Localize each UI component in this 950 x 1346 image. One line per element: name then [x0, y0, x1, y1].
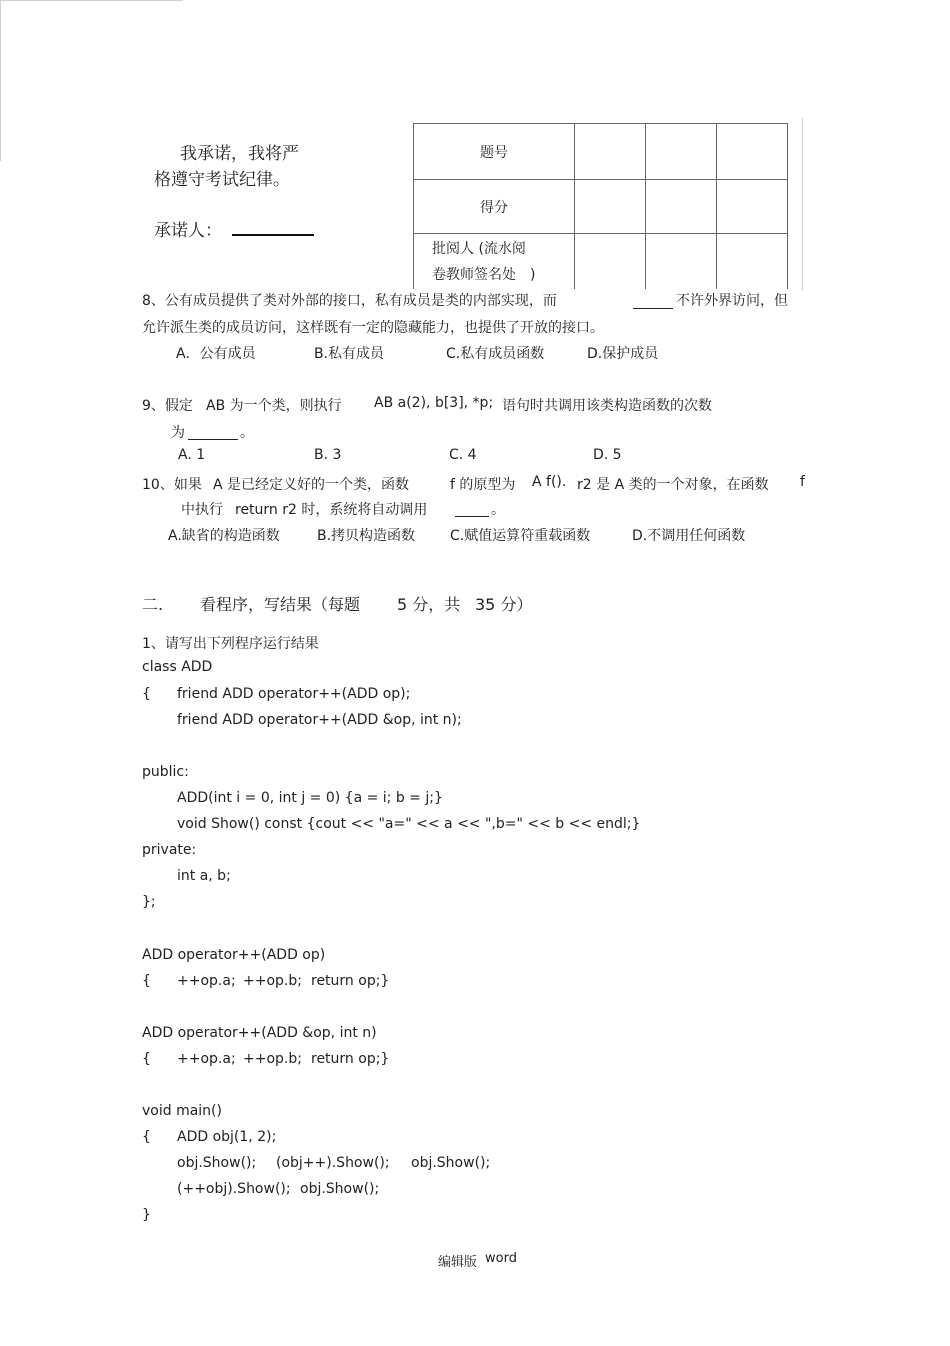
q10-line-1d: A f().	[532, 474, 567, 490]
score-table-label-grader	[414, 234, 575, 290]
code-line: class ADD	[142, 659, 213, 675]
score-table-row-score	[414, 180, 788, 234]
q8-option-a: A．公有成员	[176, 346, 256, 362]
q10-line-1c: f 的原型为	[450, 477, 516, 493]
q10-option-c: C.赋值运算符重载函数	[450, 528, 591, 544]
q10-option-d: D.不调用任何函数	[632, 528, 746, 544]
code-line: obj.Show();	[411, 1155, 491, 1171]
score-table-cell	[575, 124, 646, 180]
q9-option-b: B. 3	[314, 447, 342, 463]
code-line: {	[142, 1051, 151, 1067]
code-line: ++op.a;	[177, 1051, 236, 1067]
pledge-box	[0, 0, 183, 161]
q9-line-1c: AB a(2), b[3], *p;	[374, 395, 494, 411]
q10-line-1b: A 是已经定义好的一个类，函数	[213, 477, 410, 493]
code-line: {	[142, 973, 151, 989]
code-line: void Show() const {cout << "a=" << a << ",b=" << b << endl;}	[177, 816, 641, 832]
code-line: obj.Show();	[177, 1155, 257, 1171]
code-line: {	[142, 686, 151, 702]
pledge-line-1: 我承诺，我将严	[180, 144, 299, 164]
q10-option-b: B.拷贝构造函数	[317, 528, 416, 544]
code-line: return op;}	[311, 973, 390, 989]
q9-line-2b: 。	[240, 425, 254, 441]
code-line: };	[142, 894, 156, 910]
score-table-label-number: 题号	[414, 124, 575, 180]
code-line: return op;}	[311, 1051, 390, 1067]
q9-answer-blank	[188, 425, 238, 440]
score-table-cell	[646, 124, 717, 180]
q8-line-1a: 8、公有成员提供了类对外部的接口，私有成员是类的内部实现，而	[142, 293, 557, 309]
q9-line-2a: 为	[171, 425, 185, 441]
grader-label-line-2: 卷教师签名处 )	[432, 266, 536, 283]
code-line: (obj++).Show();	[276, 1155, 390, 1171]
q9-option-d: D. 5	[593, 447, 622, 463]
q8-option-c: C.私有成员函数	[446, 346, 545, 362]
code-line: ADD(int i = 0, int j = 0) {a = i; b = j;}	[177, 790, 443, 806]
q10-line-1a: 10、如果	[142, 477, 202, 493]
q8-line-1b: 不许外界访问，但	[676, 293, 788, 309]
score-table	[413, 123, 788, 289]
footer-word: word	[485, 1251, 517, 1266]
code-line: ADD operator++(ADD &op, int n)	[142, 1025, 377, 1041]
q9-line-1d: 语句时共调用该类构造函数的次数	[502, 398, 712, 414]
code-line: friend ADD operator++(ADD &op, int n);	[177, 712, 462, 728]
score-table-cell	[646, 234, 717, 290]
footer-label: 编辑版	[438, 1255, 478, 1270]
code-line: ++op.a;	[177, 973, 236, 989]
code-line: void main()	[142, 1103, 222, 1119]
signature-line	[232, 234, 314, 236]
code-line: {	[142, 1129, 151, 1145]
score-table-cell	[717, 234, 788, 290]
code-line: (++obj).Show();	[177, 1181, 291, 1197]
code-line: obj.Show();	[300, 1181, 380, 1197]
page-border-right	[802, 118, 803, 291]
q8-option-b: B.私有成员	[314, 346, 385, 362]
q9-option-a: A. 1	[178, 447, 206, 463]
q10-line-2a: 中执行	[181, 502, 223, 518]
score-table-cell	[717, 124, 788, 180]
code-line: ++op.b;	[243, 1051, 302, 1067]
grader-label-line-1: 批阅人 (流水阅	[432, 240, 526, 257]
section2-score-total: 35 分）	[475, 595, 533, 614]
pledge-line-2: 格遵守考试纪律。	[154, 170, 290, 190]
q8-option-d: D.保护成员	[587, 346, 659, 362]
q10-option-a: A.缺省的构造函数	[168, 528, 280, 544]
program1-prompt: 1、请写出下列程序运行结果	[142, 636, 319, 652]
pledge-signer-label: 承诺人：	[154, 221, 222, 241]
section2-title: 看程序，写结果（每题	[200, 595, 361, 614]
q9-option-c: C. 4	[449, 447, 477, 463]
score-table-cell	[646, 180, 717, 234]
q10-line-2c: 。	[491, 502, 505, 518]
score-table-cell	[717, 180, 788, 234]
code-line: friend ADD operator++(ADD op);	[177, 686, 411, 702]
q8-line-2: 允许派生类的成员访问，这样既有一定的隐藏能力，也提供了开放的接口。	[142, 320, 604, 336]
q8-answer-blank	[633, 294, 673, 309]
q9-line-1a: 9、假定	[142, 398, 193, 414]
section2-score-each: 5 分，共	[397, 595, 461, 614]
section2-number: 二.	[142, 595, 164, 614]
score-table-row-grader	[414, 234, 788, 290]
score-table-cell	[575, 180, 646, 234]
score-table-label-score: 得分	[414, 180, 575, 234]
code-line: ADD operator++(ADD op)	[142, 947, 326, 963]
code-line: public:	[142, 764, 189, 780]
code-line: }	[142, 1207, 151, 1223]
code-line: private:	[142, 842, 197, 858]
q10-line-1f: f	[800, 474, 805, 490]
score-table-row-number	[414, 124, 788, 180]
q10-line-2b: return r2 时，系统将自动调用	[235, 502, 428, 518]
q10-line-1e: r2 是 A 类的一个对象，在函数	[577, 477, 769, 493]
code-line: int a, b;	[177, 868, 231, 884]
q9-line-1b: AB 为一个类，则执行	[206, 398, 342, 414]
q10-answer-blank	[455, 502, 489, 517]
code-line: ++op.b;	[243, 973, 302, 989]
score-table-cell	[575, 234, 646, 290]
code-line: ADD obj(1, 2);	[177, 1129, 277, 1145]
